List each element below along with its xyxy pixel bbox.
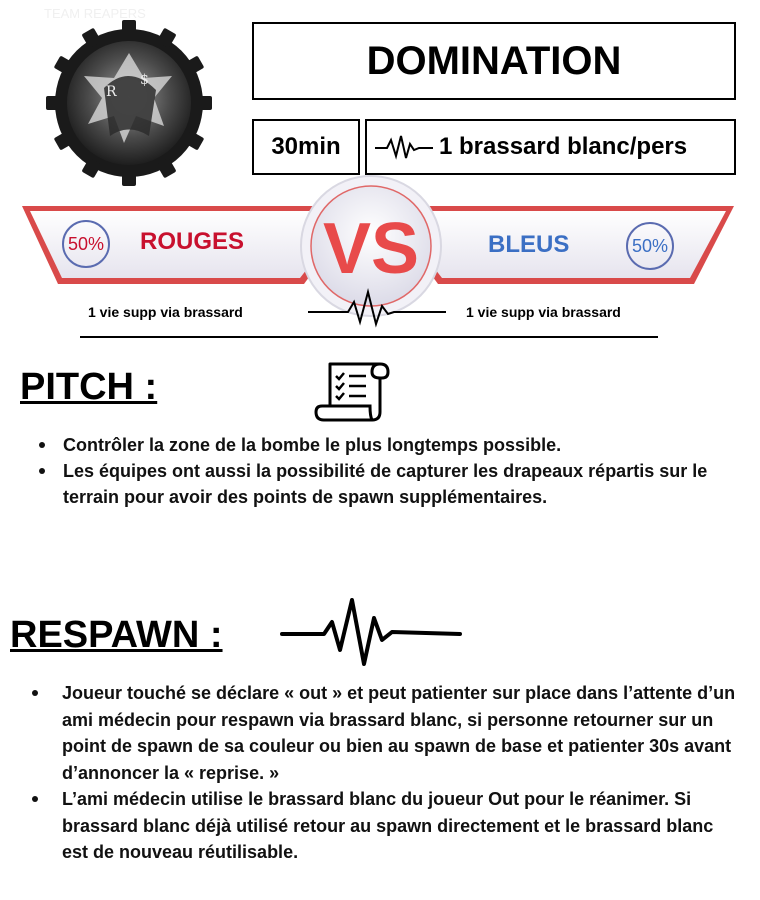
armband-rule-badge: [365, 119, 736, 175]
checklist-scroll-icon: [314, 358, 394, 424]
svg-text:R: R: [106, 84, 117, 100]
blue-team-percentage: 50%: [626, 222, 674, 270]
list-item: Les équipes ont aussi la possibilité de capturer les drapeaux répartis sur le terrain pour avoir des points de spawn supplémentaires.: [63, 458, 723, 510]
respawn-heading: RESPAWN :: [10, 614, 223, 656]
svg-text:$: $: [140, 72, 149, 88]
page-title: DOMINATION: [252, 22, 736, 100]
pitch-heading: PITCH :: [20, 366, 158, 408]
pitch-list: [63, 432, 723, 510]
blue-team-name: BLEUS: [488, 231, 570, 258]
logo-text: TEAM REAPERS: [44, 6, 146, 21]
heartbeat-icon: [373, 132, 435, 162]
list-item: L’ami médecin utilise le brassard blanc du joueur Out pour le réanimer. Si brassard blanc déjà utilisé retour au spawn directement et le brassard blanc est de nouveau réutilisable.: [62, 786, 742, 866]
blue-team-bonus: 1 vie supp via brassard: [466, 304, 621, 320]
respawn-list: [62, 680, 742, 866]
red-team-percentage: 50%: [62, 220, 110, 268]
list-item: Contrôler la zone de la bombe le plus longtemps possible.: [63, 432, 723, 458]
team-reapers-logo: [44, 6, 214, 188]
armband-rule-text: 1 brassard blanc/pers: [439, 133, 688, 160]
heartbeat-icon: [280, 594, 462, 670]
list-item: Joueur touché se déclare « out » et peut patienter sur place dans l’attente d’un ami médecin pour respawn via brassard blanc, si personne retourner sur un point de spawn de sa couleur ou bien au spawn de base et patienter 30s avant d’annoncer la « reprise. »: [62, 680, 742, 786]
divider: [80, 336, 658, 338]
vs-text: VS: [322, 209, 420, 289]
red-team-name: ROUGES: [140, 228, 245, 255]
duration-badge: 30min: [252, 119, 360, 175]
red-team-bonus: 1 vie supp via brassard: [88, 304, 243, 320]
